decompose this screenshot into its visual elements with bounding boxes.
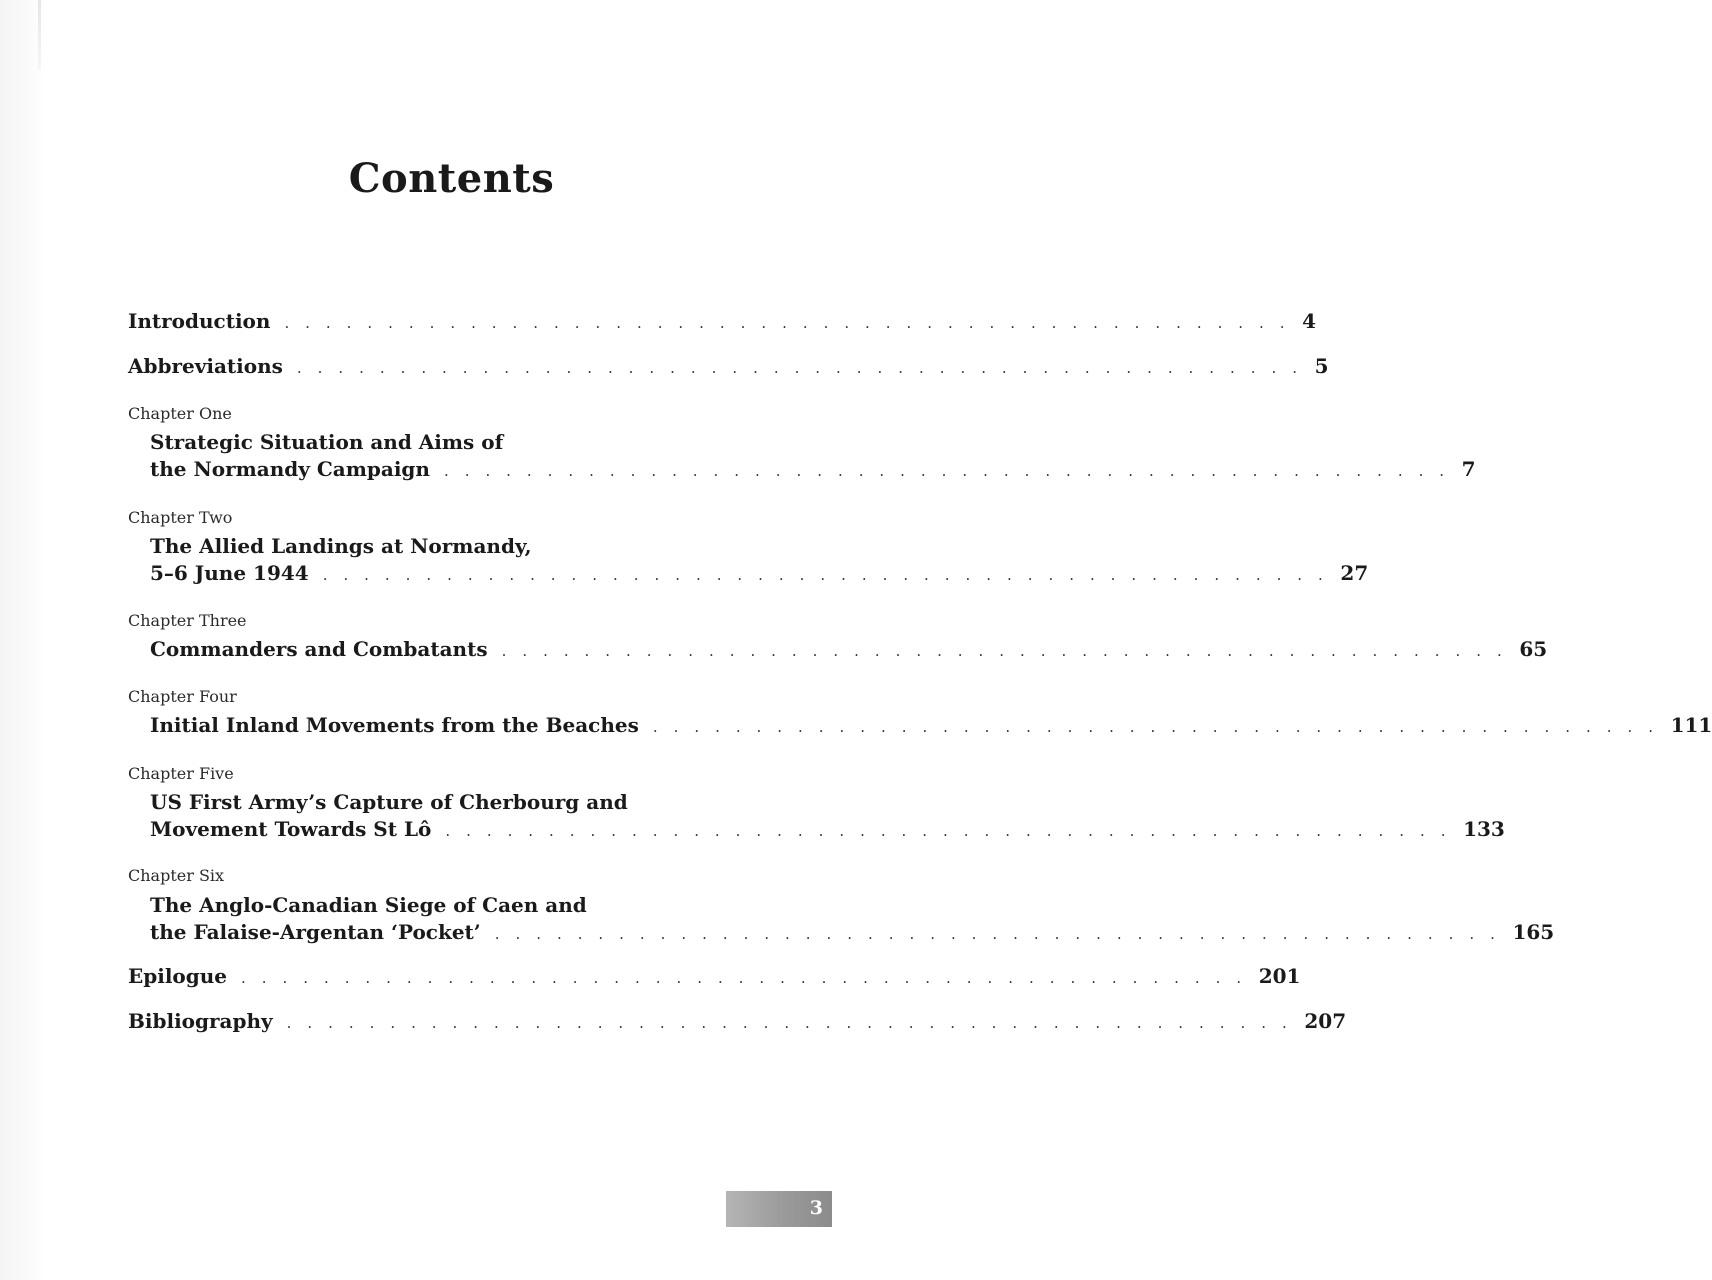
page-number: 3 (809, 1197, 823, 1219)
toc-page-number: 165 (1512, 920, 1555, 944)
toc-entry-title: Epilogue (128, 964, 228, 988)
toc-page-number: 207 (1304, 1009, 1347, 1033)
toc-entry-title-line: The Anglo-Canadian Siege of Caen and (150, 893, 587, 917)
toc-entry-title: Initial Inland Movements from the Beaches (150, 713, 639, 737)
toc-entry-title: 5–6 June 1944 (150, 561, 309, 585)
toc-entry-title: Bibliography (128, 1009, 273, 1033)
toc-entry-title: Abbreviations (128, 354, 283, 378)
page-edge-mark (38, 0, 41, 70)
chapter-label: Chapter Four (128, 687, 237, 706)
toc-entry-introduction[interactable] (128, 309, 1317, 333)
dot-leader: . . . . . . . . . . . . . . . . . . . . . . . . . . . . . . . . . . . . . . . . . . . . . . . . . (286, 1014, 1293, 1032)
toc-entry-title-line: US First Army’s Capture of Cherbourg and (150, 790, 628, 814)
toc-entry-title: the Normandy Campaign (150, 457, 430, 481)
dot-leader: . . . . . . . . . . . . . . . . . . . . . . . . . . . . . . . . . . . . . . . . . . . . . . . . . (322, 566, 1329, 584)
toc-entry-chapter-five[interactable] (150, 817, 1505, 841)
toc-entry-chapter-six[interactable] (150, 920, 1555, 944)
toc-page-number: 201 (1258, 964, 1301, 988)
dot-leader: . . . . . . . . . . . . . . . . . . . . . . . . . . . . . . . . . . . . . . . . . . . . . . . . . (501, 642, 1508, 660)
dot-leader: . . . . . . . . . . . . . . . . . . . . . . . . . . . . . . . . . . . . . . . . . . . . . . . . . (652, 718, 1659, 736)
toc-page-number: 5 (1314, 354, 1329, 378)
toc-entry-bibliography[interactable] (128, 1009, 1347, 1033)
chapter-label: Chapter Five (128, 764, 234, 783)
page-title: Contents (348, 155, 555, 202)
toc-entry-title-line: Strategic Situation and Aims of (150, 430, 504, 454)
dot-leader: . . . . . . . . . . . . . . . . . . . . . . . . . . . . . . . . . . . . . . . . . . . . . . . . . (443, 462, 1450, 480)
toc-entry-chapter-one[interactable] (150, 457, 1476, 481)
toc-entry-title-line: The Allied Landings at Normandy, (150, 534, 532, 558)
chapter-label: Chapter Two (128, 508, 233, 527)
dot-leader: . . . . . . . . . . . . . . . . . . . . . . . . . . . . . . . . . . . . . . . . . . . . . . . . . (445, 822, 1452, 840)
chapter-label: Chapter Six (128, 866, 225, 885)
toc-entry-chapter-four[interactable] (150, 713, 1712, 737)
dot-leader: . . . . . . . . . . . . . . . . . . . . . . . . . . . . . . . . . . . . . . . . . . . . . . . . . (241, 969, 1247, 987)
chapter-label: Chapter Three (128, 611, 247, 630)
toc-page-number: 27 (1340, 561, 1369, 585)
toc-entry-epilogue[interactable] (128, 964, 1301, 988)
chapter-label: Chapter One (128, 404, 232, 423)
toc-page-number: 133 (1463, 817, 1505, 841)
toc-entry-chapter-two[interactable] (150, 561, 1369, 585)
page-number-tab (726, 1191, 832, 1227)
dot-leader: . . . . . . . . . . . . . . . . . . . . . . . . . . . . . . . . . . . . . . . . . . . . . . . . . (494, 925, 1501, 943)
toc-entry-chapter-three[interactable] (150, 637, 1548, 661)
toc-page-number: 65 (1519, 637, 1548, 661)
toc-page-number: 7 (1461, 457, 1476, 481)
toc-entry-title: Introduction (128, 309, 271, 333)
toc-entry-title: the Falaise-Argentan ‘Pocket’ (150, 920, 481, 944)
toc-entry-title: Movement Towards St Lô (150, 817, 432, 841)
dot-leader: . . . . . . . . . . . . . . . . . . . . . . . . . . . . . . . . . . . . . . . . . . . . . . . . . (296, 359, 1303, 377)
toc-page-number: 111 (1670, 713, 1712, 737)
toc-page-number: 4 (1302, 309, 1317, 333)
dot-leader: . . . . . . . . . . . . . . . . . . . . . . . . . . . . . . . . . . . . . . . . . . . . . . . . . (284, 314, 1291, 332)
toc-entry-title: Commanders and Combatants (150, 637, 488, 661)
toc-entry-abbreviations[interactable] (128, 354, 1329, 378)
